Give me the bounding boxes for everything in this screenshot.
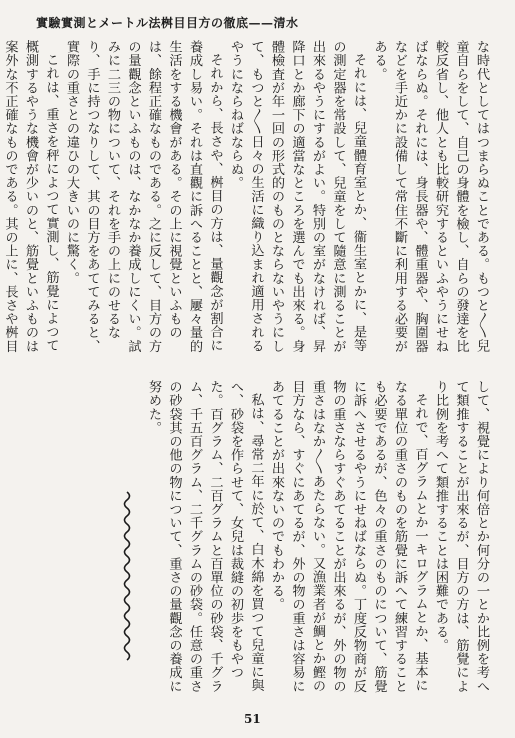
paragraph: これは、重さを秤によつて實測し、筋覺によつて概測するやうな機會が少いのと、筋覺といふものは案外な不正確なものである。其の上に、長さや桝目 bbox=[2, 40, 59, 353]
page-number: 51 bbox=[244, 712, 261, 726]
text-column-lower bbox=[146, 380, 491, 698]
paragraph: して、視覺により何倍とか何分の一とか比例を考へて類推することが出來るが、目方の方は、筋覺により比例を考へて類推することは困難である。 bbox=[433, 380, 489, 693]
paragraph: それには、兒童體育室とか、衞生室とかに、是等の測定器を常設して、兒童をして隨意に測ることが出來るやうにするがよい。特別の室がなければ、昇降口とか廊下の適當なところを選んでも出來る。身體檢査が年一回の形式的のものとならないやうにして、もつと〳〵日々の生活に織り込まれ適用されるやうにならねばならぬ。 bbox=[228, 40, 366, 353]
text-column-upper bbox=[2, 40, 491, 362]
wavy-divider-ornament bbox=[118, 492, 136, 660]
paragraph: 私は、尋常二年に於て、白木綿を買つて兒童に與へ、砂袋を作らせて、女兒は裁縫の初歩をもやつた。百グラム、二百グラムと百單位の砂袋、千グラム、千五百グラム、二千グラムの砂袋。任意の重さの砂袋其の他の物について、重さの量觀念の養成に努めた。 bbox=[146, 380, 264, 693]
paragraph: それで、百グラムとか一キログラムとか、基本になる單位の重さのものを筋覺に訴へて練習することも必要であるが、色々の重さのものについて、筋覺に訴へさせるやうにせねばならぬ。丁度反物商が反物の重さならすぐあてることが出來るが、外の物の重さはなか〳〵あたらない。又漁業者が鯛とか鰹の目方なら、すぐにあてるが、外の物の重さは容易にあてることが出來ないのでもわかる。 bbox=[269, 380, 428, 693]
running-head: 實驗實測とメートル法桝目目方の徹底——清水 bbox=[36, 16, 299, 30]
paragraph: それから、長さや、桝目の方は、量觀念が割合に養成し易い。それは直觀に訴へることと、屢々量的生活をする機會がある。その上に視覺といふものは、餘程正確なものである。之に反して、目方の方の量觀念といふものは、なかなか養成しにくい。試みに二三の物について、それを手の上にのせるなり、手に持つなりして、其の目方をあててみると、實際の重さとの違ひの大きいのに驚く。 bbox=[64, 40, 223, 353]
paragraph: な時代としてはつまらぬことである。もつと〳〵兒童自らをして、自己の身體を檢し、自らの發達を比較反省し、他人とも比較研究するといふやうにせねばならぬ。それには、身長器や、體重器や、胸圍器などを手近かに設備して常住不斷に利用する必要がある。 bbox=[371, 40, 489, 353]
